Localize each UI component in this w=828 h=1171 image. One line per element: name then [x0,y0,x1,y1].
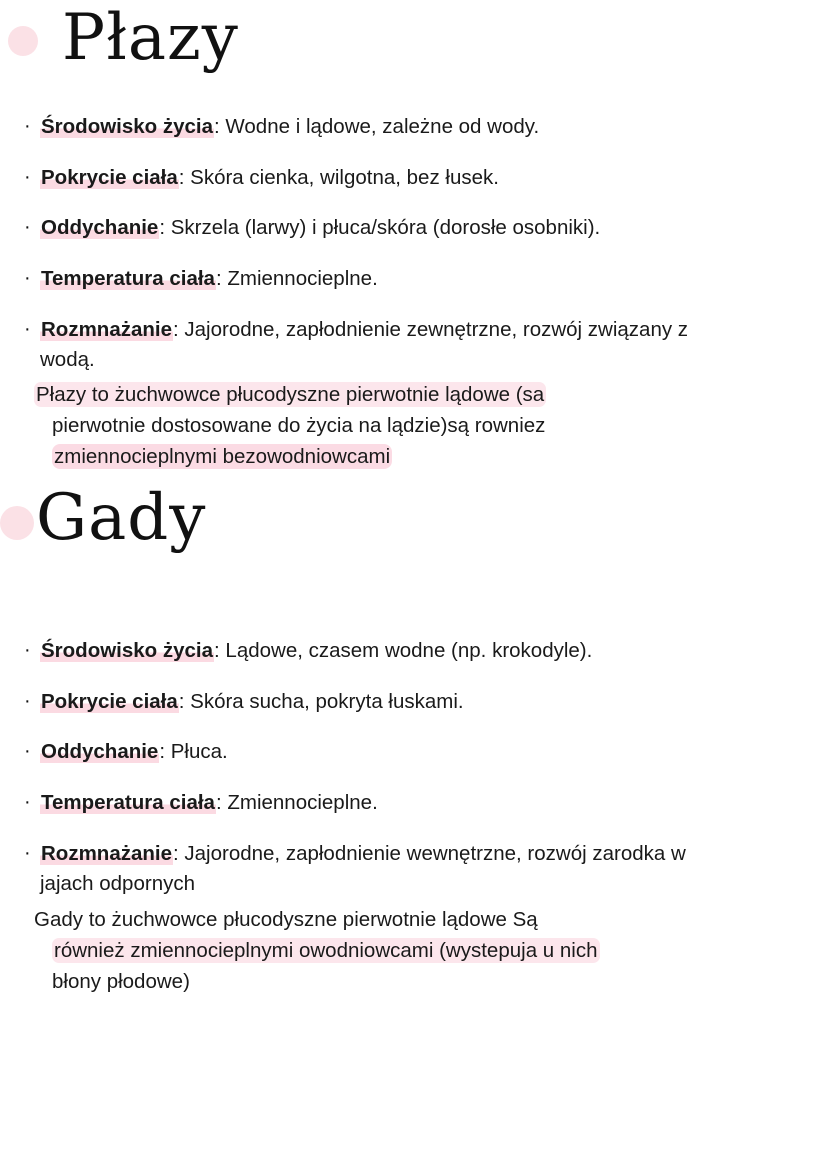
list-item-term: Rozmnażanie [41,841,172,865]
list-item-text: : Jajorodne, zapłodnienie wewnętrzne, rozwój zarodka w jajach odpornych [40,841,686,895]
list-item-term: Oddychanie [41,216,159,240]
bullet-icon: · [24,115,31,137]
list-item-text: : Skóra cienka, wilgotna, bez łusek. [178,165,499,189]
bullet-icon: · [24,689,31,712]
paragraph-line-text: Gady to żuchwowce płucodyszne pierwotnie lądowe Są [34,908,538,931]
list-item [24,315,724,374]
paragraph-line [34,936,714,967]
list-item-body [40,315,724,374]
list-item-body [40,636,724,666]
decorative-dot-icon [0,506,34,540]
paragraph-line [34,905,714,936]
list-item-body [40,264,724,294]
list-item [24,163,724,193]
list-item-body [40,788,724,818]
paragraph-line-text: pierwotnie dostosowane do życia na lądzie)są rowniez [52,413,546,437]
list-item-term: Środowisko życia [41,115,214,138]
list-item-term: Środowisko życia [41,639,214,662]
paragraph-line [34,967,714,998]
summary-paragraph-gady [34,905,714,997]
decorative-dot-icon [8,26,38,56]
list-item-body [40,737,724,767]
list-item-text: : Skrzela (larwy) i płuca/skóra (dorosłe osobniki). [159,216,601,240]
list-item-body [40,112,724,142]
list-item-text: : Skóra sucha, pokryta łuskami. [178,689,464,713]
list-item-term: Pokrycie ciała [41,689,178,713]
list-item-term: Pokrycie ciała [41,165,178,189]
list-item-text: : Zmiennocieplne. [215,791,378,815]
bullet-icon: · [24,216,31,239]
bullet-icon: · [24,740,31,763]
paragraph-line-text: również zmiennocieplnymi owodniowcami (wystepuja u nich [54,938,598,962]
list-item-term: Temperatura ciała [41,267,215,291]
list-item-body [40,163,724,193]
list-item-term: Temperatura ciała [41,791,215,815]
list-item [24,788,724,818]
list-item [24,264,724,294]
bullet-icon: · [24,639,31,661]
paragraph-line-text: zmiennocieplnymi bezowodniowcami [54,444,391,468]
bullet-icon: · [24,267,31,290]
feature-list-gady [24,636,724,919]
list-item [24,213,724,243]
page-title-gady: Gady [36,481,207,555]
paragraph-line-text: błony płodowe) [52,969,190,993]
page-title-plazy: Płazy [62,1,239,75]
feature-list-plazy [24,112,724,395]
list-item-term: Oddychanie [41,740,159,764]
list-item [24,687,724,717]
list-item-body [40,213,724,243]
list-item-term: Rozmnażanie [41,317,172,341]
bullet-icon: · [24,165,31,188]
bullet-icon: · [24,317,31,340]
list-item-body [40,839,724,898]
list-item-text: : Zmiennocieplne. [215,267,378,291]
summary-paragraph-plazy [34,380,714,472]
list-item-text: : Jajorodne, zapłodnienie zewnętrzne, rozwój związany z wodą. [40,317,689,371]
list-item-text: : Wodne i lądowe, zależne od wody. [214,115,540,138]
bullet-icon: · [24,841,31,864]
paragraph-line-text: Płazy to żuchwowce płucodyszne pierwotnie lądowe (sa [36,383,545,406]
paragraph-line [34,380,714,411]
list-item [24,636,724,666]
list-item-text: : Lądowe, czasem wodne (np. krokodyle). [214,639,593,662]
paragraph-line [34,411,714,442]
bullet-icon: · [24,791,31,814]
list-item-body [40,687,724,717]
paragraph-line [34,442,714,473]
list-item [24,112,724,142]
list-item-text: : Płuca. [159,740,228,764]
list-item [24,737,724,767]
list-item [24,839,724,898]
